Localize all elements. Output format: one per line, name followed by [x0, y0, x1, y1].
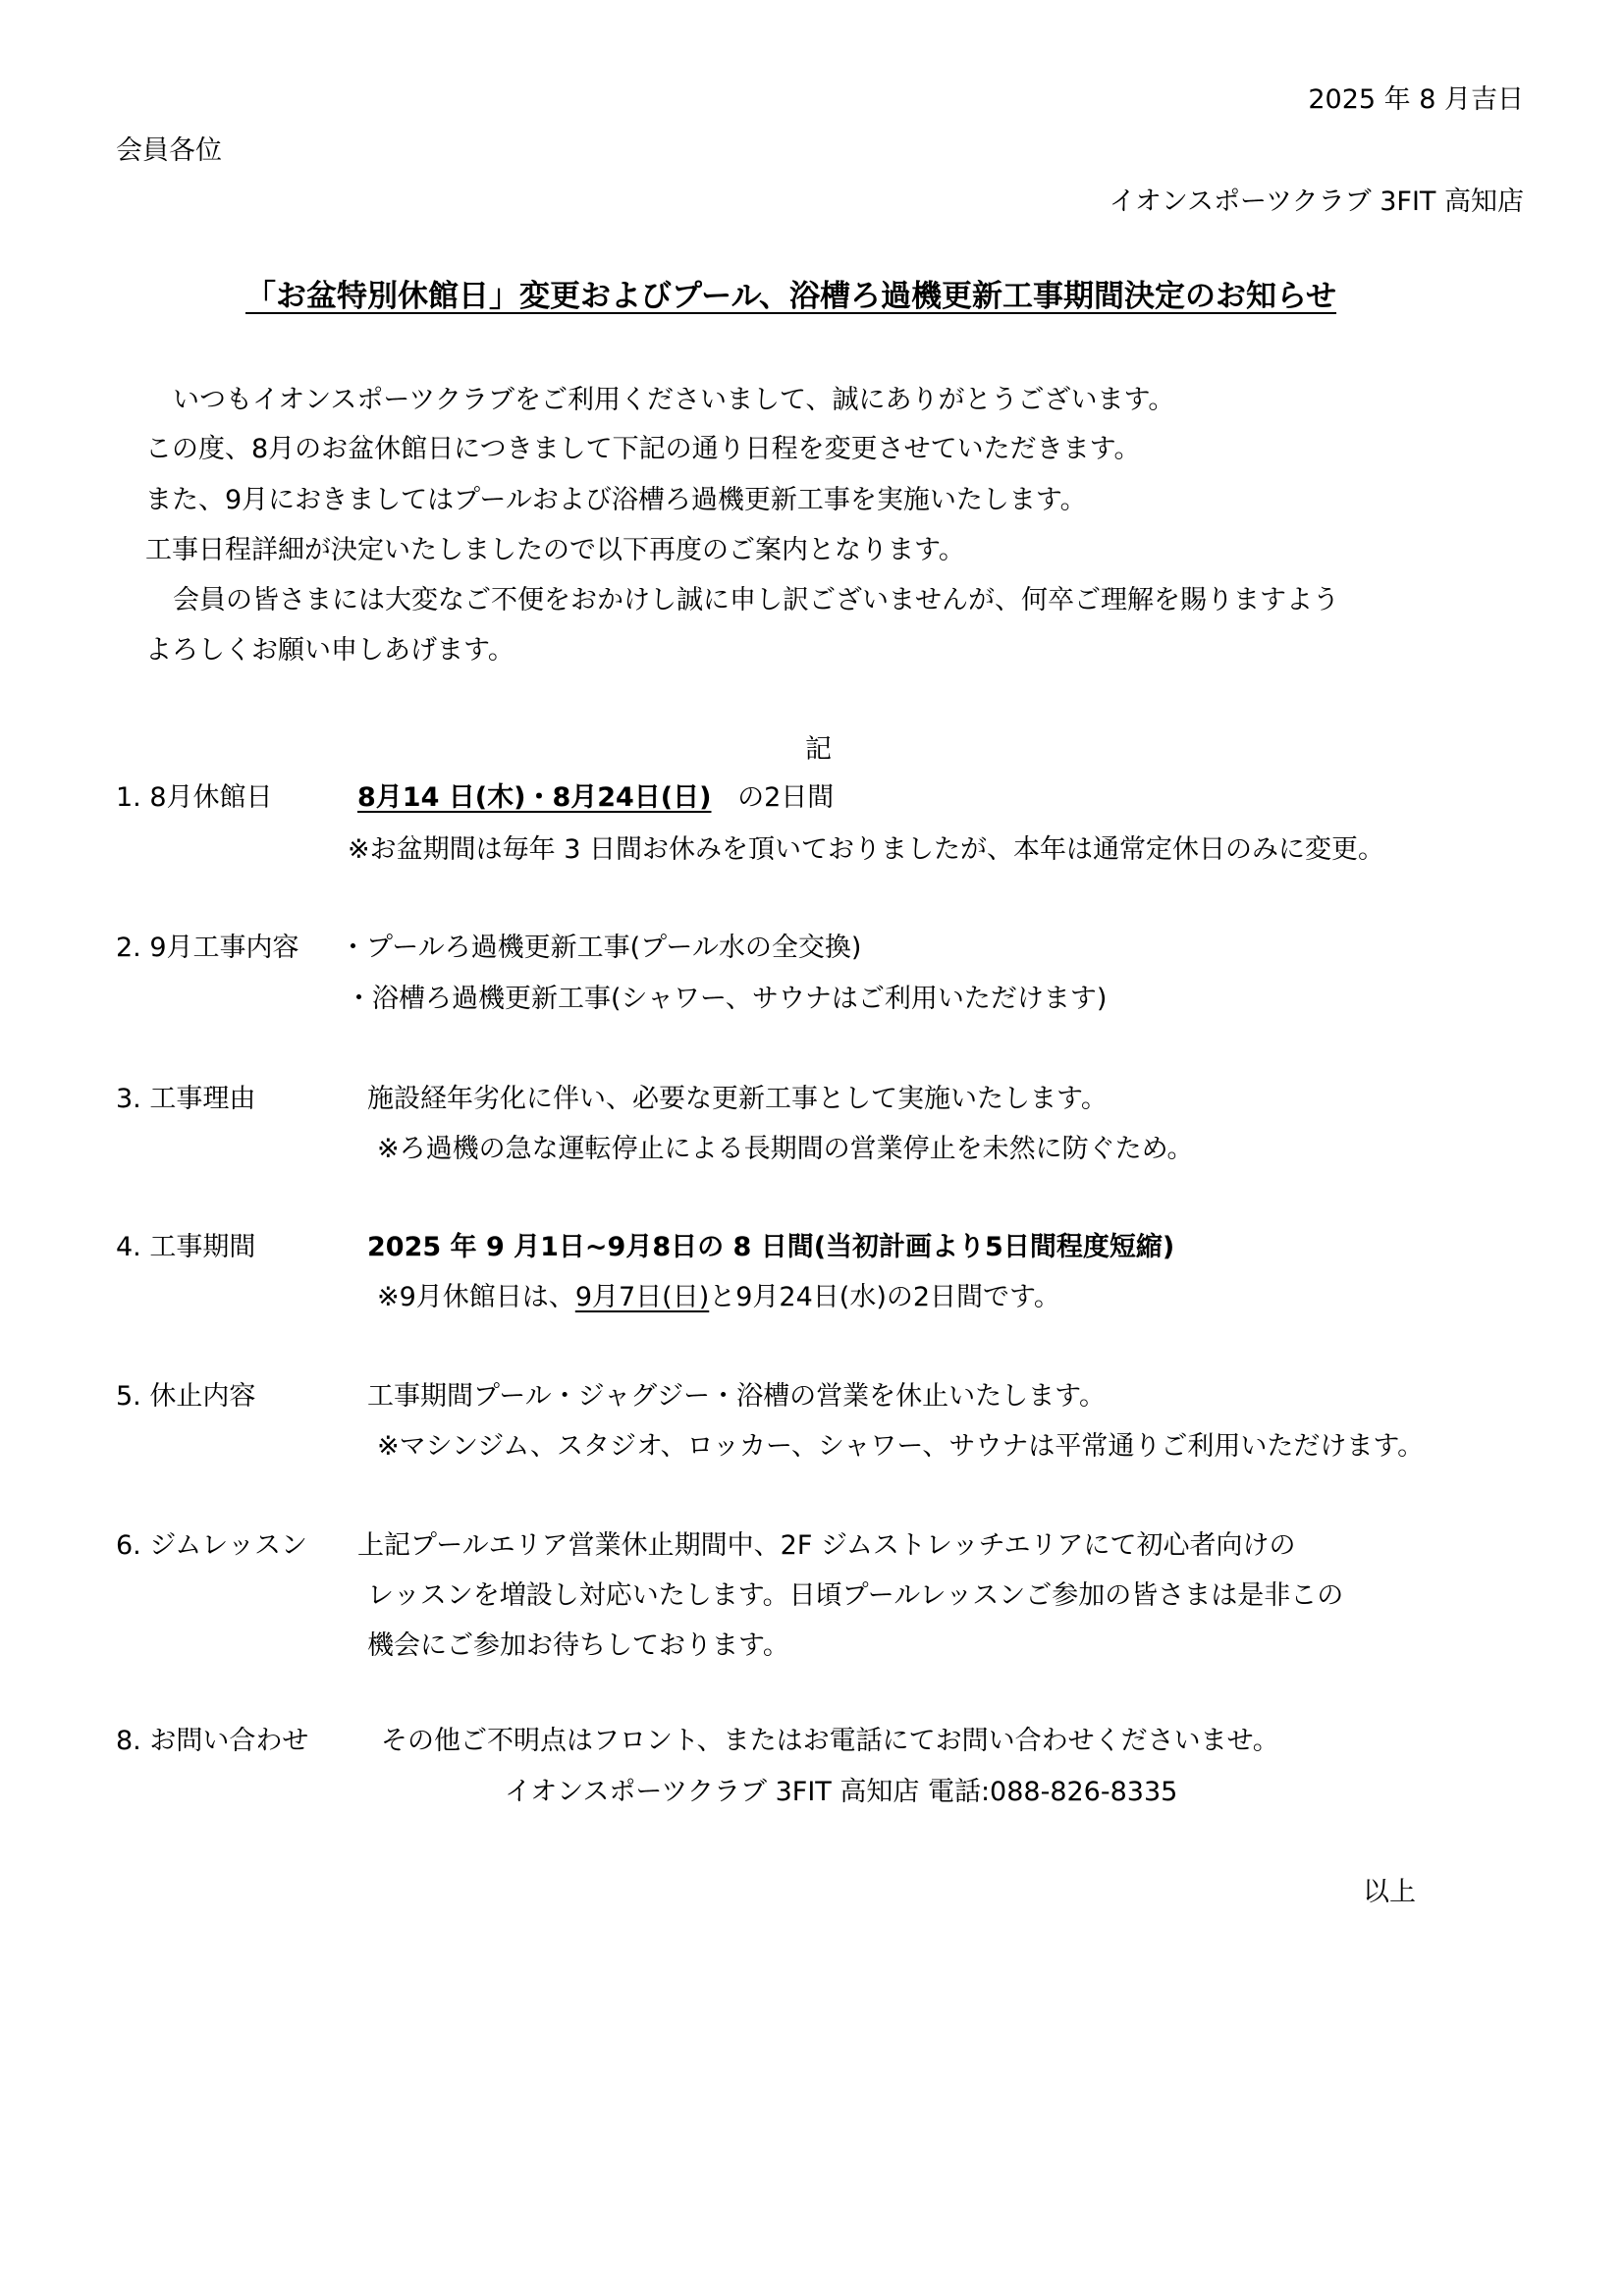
item4-note-prefix: ※9月休館日は、: [377, 1282, 575, 1312]
item8-label: 8. お問い合わせ: [116, 1726, 309, 1756]
intro-line-2: この度、8月のお盆休館日につきまして下記の通り日程を変更させていただきます。: [145, 434, 1141, 464]
item1-suffix: の2日間: [737, 782, 835, 813]
item1-note: ※お盆期間は毎年 3 日間お休みを頂いておりましたが、本年は通常定休日のみに変更。: [348, 834, 1384, 865]
document-title: 「お盆特別休館日」変更およびプール、浴槽ろ過機更新工事期間決定のお知らせ: [245, 279, 1337, 314]
document-date: 2025 年 8 月吉日: [1308, 84, 1524, 115]
item4-period: 2025 年 9 月1日~9月8日の 8 日間(当初計画より5日間程度短縮): [367, 1232, 1175, 1262]
item1-content: [357, 780, 834, 816]
item6-line-3: 機会にご参加お待ちしております。: [367, 1630, 789, 1661]
item1-label: 1. 8月休館日: [116, 782, 273, 813]
recipient: 会員各位: [116, 135, 222, 166]
intro-line-6: よろしくお願い申しあげます。: [145, 635, 514, 666]
intro-line-5: 会員の皆さまには大変なご不便をおかけし誠に申し訳ございませんが、何卒ご理解を賜りますよう: [173, 585, 1339, 615]
intro-line-3: また、9月におきましてはプールおよび浴槽ろ過機更新工事を実施いたします。: [145, 485, 1087, 515]
intro-line-4: 工事日程詳細が決定いたしましたので以下再度のご案内となります。: [145, 535, 965, 565]
item8-line-1: その他ご不明点はフロント、またはお電話にてお問い合わせくださいませ。: [381, 1726, 1279, 1756]
item3-label: 3. 工事理由: [116, 1084, 256, 1114]
item4-holiday-note: [377, 1280, 1060, 1315]
item6-label: 6. ジムレッスン: [116, 1530, 307, 1561]
item5-line-1: 工事期間プール・ジャグジー・浴槽の営業を休止いたします。: [367, 1381, 1106, 1412]
item6-line-1: 上記プールエリア営業休止期間中、2F ジムストレッチエリアにて初心者向けの: [357, 1530, 1296, 1561]
item6-line-2: レッスンを増設し対応いたします。日頃プールレッスンご参加の皆さまは是非この: [367, 1580, 1344, 1611]
item2-label: 2. 9月工事内容: [116, 933, 299, 963]
item3-line-1: 施設経年劣化に伴い、必要な更新工事として実施いたします。: [367, 1084, 1108, 1114]
ki-marker: 記: [805, 734, 832, 765]
item1-dates: 8月14 日(木)・8月24日(日): [357, 782, 712, 813]
contact-info: イオンスポーツクラブ 3FIT 高知店 電話:088-826-8335: [505, 1777, 1178, 1807]
item2-line-1: ・プールろ過機更新工事(プール水の全交換): [340, 933, 862, 963]
item5-label: 5. 休止内容: [116, 1381, 256, 1412]
item2-line-2: ・浴槽ろ過機更新工事(シャワー、サウナはご利用いただけます): [346, 984, 1108, 1014]
item5-line-2: ※マシンジム、スタジオ、ロッカー、シャワー、サウナは平常通りご利用いただけます。: [377, 1431, 1425, 1462]
item4-note-suffix: と9月24日(水)の2日間です。: [709, 1282, 1060, 1312]
item4-note-date: 9月7日(日): [574, 1282, 710, 1312]
item3-line-2: ※ろ過機の急な運転停止による長期間の営業停止を未然に防ぐため。: [377, 1134, 1194, 1164]
sender: イオンスポーツクラブ 3FIT 高知店: [1109, 187, 1524, 217]
closing-ijo: 以上: [1363, 1877, 1416, 1907]
item4-label: 4. 工事期間: [116, 1232, 256, 1262]
intro-line-1: いつもイオンスポーツクラブをご利用くださいまして、誠にありがとうございます。: [173, 385, 1175, 415]
